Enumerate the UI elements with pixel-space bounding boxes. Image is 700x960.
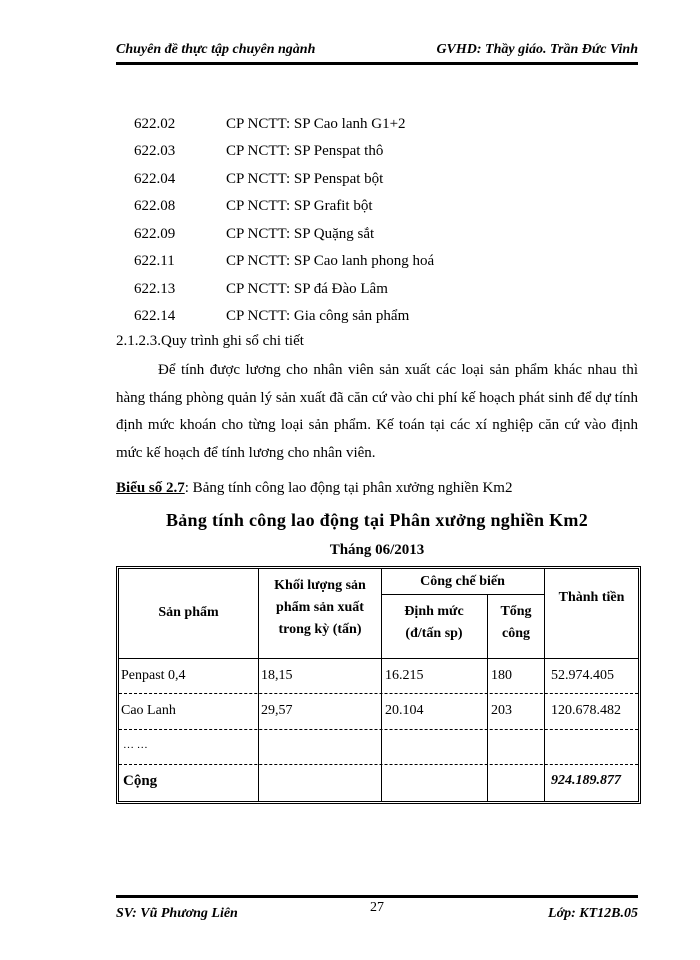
- row-divider: [119, 729, 638, 730]
- page-header: [116, 42, 638, 62]
- row-divider: [119, 658, 638, 659]
- row-divider: [119, 764, 638, 765]
- cell-product: Cao Lanh: [121, 703, 176, 718]
- account-code: 622.14: [134, 308, 176, 324]
- cell-volume: 29,57: [261, 703, 293, 718]
- footer-class: Lớp: KT12B.05: [548, 906, 638, 921]
- row-divider: [381, 594, 544, 595]
- header-total-line: Tổng: [500, 604, 532, 619]
- account-desc: CP NCTT: SP Quặng sắt: [226, 226, 375, 242]
- account-desc: CP NCTT: SP Cao lanh G1+2: [226, 116, 406, 132]
- header-volume-line: phẩm sản xuất: [276, 600, 364, 615]
- caption-text: : Bảng tính công lao động tại phân xưởng nghiền Km2: [184, 480, 513, 496]
- account-code: 622.09: [134, 226, 176, 242]
- cell-product: Penpast 0,4: [121, 668, 186, 683]
- header-volume-line: trong kỳ (tấn): [278, 622, 362, 637]
- account-desc: CP NCTT: SP đá Đào Lâm: [226, 281, 388, 297]
- header-amount: Thành tiền: [558, 590, 625, 605]
- cell-norm: 16.215: [385, 668, 424, 683]
- header-norm-line: Định mức: [404, 604, 464, 619]
- table-title: Bảng tính công lao động tại Phân xưởng nghiền Km2: [165, 510, 589, 530]
- account-desc: CP NCTT: SP Penspat bột: [226, 171, 384, 187]
- header-volume-line: Khối lượng sản: [274, 578, 366, 593]
- section-subheading: 2.1.2.3.Quy trình ghi sổ chi tiết: [116, 333, 304, 349]
- table-caption: [116, 480, 512, 497]
- cell-norm: 20.104: [385, 703, 424, 718]
- header-supervisor: GVHD: Thầy giáo. Trần Đức Vinh: [436, 42, 638, 57]
- account-desc: CP NCTT: SP Cao lanh phong hoá: [226, 253, 435, 269]
- row-divider: [119, 693, 638, 694]
- account-code: 622.13: [134, 281, 176, 297]
- total-amount: 924.189.877: [551, 773, 621, 788]
- account-desc: CP NCTT: SP Grafit bột: [226, 198, 373, 214]
- header-volume: [259, 575, 381, 641]
- header-processing: Công chế biến: [420, 574, 505, 589]
- table-month: Tháng 06/2013: [329, 542, 425, 558]
- labor-table: [116, 566, 641, 804]
- cell-volume: 18,15: [261, 668, 293, 683]
- cell-amount: 120.678.482: [551, 703, 621, 718]
- header-total-line: công: [502, 626, 530, 641]
- paragraph-text: Để tính được lương cho nhân viên sản xuất các loại sản phẩm khác nhau thì hàng tháng phòng quản lý sản xuất đã căn cứ vào chi phí kế hoạch phát sinh để dự tính định mức khoán cho từng loại sản phẩm. Kế toán tại các xí nghiệp căn cứ vào định mức kế hoạch để tính lương cho nhân viên.: [116, 362, 638, 461]
- account-code: 622.11: [134, 253, 175, 269]
- cell-amount: 52.974.405: [551, 668, 614, 683]
- body-paragraph: [116, 357, 638, 467]
- header-norm: [381, 601, 487, 645]
- account-code: 622.03: [134, 143, 176, 159]
- caption-label: Biểu số 2.7: [116, 480, 185, 496]
- account-desc: CP NCTT: SP Penspat thô: [226, 143, 384, 159]
- header-total-work: [488, 601, 544, 645]
- header-course: Chuyên đề thực tập chuyên ngành: [116, 42, 316, 57]
- footer-student: SV: Vũ Phương Liên: [116, 906, 238, 921]
- footer-rule: [116, 895, 638, 898]
- page-footer: [116, 902, 638, 922]
- account-code: 622.08: [134, 198, 176, 214]
- cell-total: 203: [491, 703, 512, 718]
- header-rule: [116, 62, 638, 65]
- page-number: 27: [370, 900, 384, 915]
- header-product: Sản phẩm: [158, 605, 219, 620]
- cell-product: … …: [123, 739, 148, 751]
- total-label: Cộng: [123, 773, 158, 789]
- cell-total: 180: [491, 668, 512, 683]
- account-code: 622.02: [134, 116, 176, 132]
- header-norm-line: (đ/tấn sp): [405, 626, 463, 641]
- account-desc: CP NCTT: Gia công sản phẩm: [226, 308, 410, 324]
- account-code: 622.04: [134, 171, 176, 187]
